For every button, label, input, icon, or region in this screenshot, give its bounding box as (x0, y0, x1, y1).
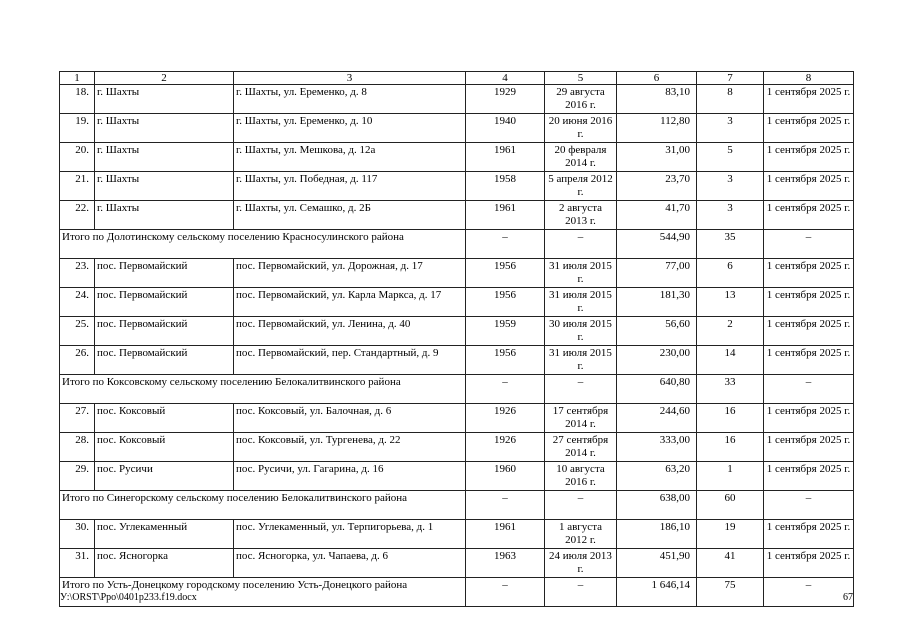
area-cell: 1 646,14 (617, 578, 697, 607)
area-cell: 451,90 (617, 549, 697, 578)
year-cell: – (466, 375, 545, 404)
area-cell: 31,00 (617, 143, 697, 172)
table-row (60, 520, 854, 549)
row-number-cell: 25. (60, 317, 95, 346)
year-cell: 1940 (466, 114, 545, 143)
locality-cell: пос. Первомайский (95, 259, 234, 288)
row-number-cell: 31. (60, 549, 95, 578)
page-number: 67 (843, 592, 853, 603)
count-cell: 16 (697, 404, 764, 433)
table-row (60, 433, 854, 462)
table-row (60, 462, 854, 491)
deadline-cell: 1 сентября 2025 г. (764, 172, 854, 201)
housing-table (59, 71, 854, 607)
area-cell: 56,60 (617, 317, 697, 346)
row-number-cell: 20. (60, 143, 95, 172)
deadline-cell: 1 сентября 2025 г. (764, 259, 854, 288)
address-cell: пос. Первомайский, ул. Ленина, д. 40 (234, 317, 466, 346)
area-cell: 112,80 (617, 114, 697, 143)
deadline-cell: – (764, 491, 854, 520)
date-cell: 31 июля 2015 г. (545, 288, 617, 317)
count-cell: 41 (697, 549, 764, 578)
address-cell: г. Шахты, ул. Еременко, д. 8 (234, 85, 466, 114)
year-cell: 1956 (466, 346, 545, 375)
locality-cell: пос. Первомайский (95, 346, 234, 375)
row-number-cell: 21. (60, 172, 95, 201)
table-row (60, 346, 854, 375)
table-total-row (60, 375, 854, 404)
year-cell: 1958 (466, 172, 545, 201)
table-row (60, 85, 854, 114)
deadline-cell: 1 сентября 2025 г. (764, 201, 854, 230)
locality-cell: г. Шахты (95, 143, 234, 172)
table-row (60, 114, 854, 143)
locality-cell: г. Шахты (95, 114, 234, 143)
area-cell: 333,00 (617, 433, 697, 462)
count-cell: 6 (697, 259, 764, 288)
area-cell: 77,00 (617, 259, 697, 288)
table-row (60, 404, 854, 433)
header-cell: 2 (95, 72, 234, 85)
area-cell: 230,00 (617, 346, 697, 375)
address-cell: пос. Первомайский, ул. Карла Маркса, д. 17 (234, 288, 466, 317)
address-cell: пос. Ясногорка, ул. Чапаева, д. 6 (234, 549, 466, 578)
count-cell: 8 (697, 85, 764, 114)
deadline-cell: 1 сентября 2025 г. (764, 143, 854, 172)
count-cell: 2 (697, 317, 764, 346)
table-row (60, 549, 854, 578)
address-cell: пос. Русичи, ул. Гагарина, д. 16 (234, 462, 466, 491)
date-cell: 17 сентября 2014 г. (545, 404, 617, 433)
header-cell: 8 (764, 72, 854, 85)
total-label-cell: Итого по Усть-Донецкому городскому поселению Усть-Донецкого района (60, 578, 466, 607)
header-cell: 4 (466, 72, 545, 85)
locality-cell: пос. Коксовый (95, 404, 234, 433)
count-cell: 75 (697, 578, 764, 607)
count-cell: 60 (697, 491, 764, 520)
year-cell: 1961 (466, 201, 545, 230)
count-cell: 35 (697, 230, 764, 259)
year-cell: 1961 (466, 143, 545, 172)
area-cell: 638,00 (617, 491, 697, 520)
header-cell: 1 (60, 72, 95, 85)
date-cell: – (545, 491, 617, 520)
locality-cell: пос. Первомайский (95, 317, 234, 346)
deadline-cell: 1 сентября 2025 г. (764, 317, 854, 346)
locality-cell: пос. Углекаменный (95, 520, 234, 549)
year-cell: – (466, 578, 545, 607)
date-cell: 2 августа 2013 г. (545, 201, 617, 230)
table-row (60, 143, 854, 172)
header-cell: 5 (545, 72, 617, 85)
area-cell: 640,80 (617, 375, 697, 404)
count-cell: 14 (697, 346, 764, 375)
year-cell: 1956 (466, 259, 545, 288)
address-cell: пос. Первомайский, пер. Стандартный, д. 9 (234, 346, 466, 375)
locality-cell: г. Шахты (95, 201, 234, 230)
deadline-cell: – (764, 375, 854, 404)
row-number-cell: 29. (60, 462, 95, 491)
row-number-cell: 18. (60, 85, 95, 114)
date-cell: 1 августа 2012 г. (545, 520, 617, 549)
date-cell: 31 июля 2015 г. (545, 346, 617, 375)
year-cell: 1926 (466, 433, 545, 462)
area-cell: 186,10 (617, 520, 697, 549)
date-cell: 27 сентября 2014 г. (545, 433, 617, 462)
locality-cell: пос. Ясногорка (95, 549, 234, 578)
date-cell: 5 апреля 2012 г. (545, 172, 617, 201)
count-cell: 19 (697, 520, 764, 549)
table-row (60, 317, 854, 346)
count-cell: 13 (697, 288, 764, 317)
deadline-cell: – (764, 578, 854, 607)
year-cell: 1959 (466, 317, 545, 346)
year-cell: – (466, 230, 545, 259)
table-row (60, 259, 854, 288)
row-number-cell: 27. (60, 404, 95, 433)
count-cell: 33 (697, 375, 764, 404)
file-path: У:\ORST\Ppo\0401p233.f19.docx (60, 592, 197, 603)
locality-cell: пос. Русичи (95, 462, 234, 491)
count-cell: 3 (697, 114, 764, 143)
address-cell: г. Шахты, ул. Еременко, д. 10 (234, 114, 466, 143)
row-number-cell: 24. (60, 288, 95, 317)
address-cell: г. Шахты, ул. Победная, д. 117 (234, 172, 466, 201)
year-cell: 1963 (466, 549, 545, 578)
date-cell: 30 июля 2015 г. (545, 317, 617, 346)
area-cell: 181,30 (617, 288, 697, 317)
deadline-cell: 1 сентября 2025 г. (764, 549, 854, 578)
count-cell: 3 (697, 172, 764, 201)
row-number-cell: 23. (60, 259, 95, 288)
locality-cell: пос. Первомайский (95, 288, 234, 317)
year-cell: 1956 (466, 288, 545, 317)
table-total-row (60, 491, 854, 520)
year-cell: – (466, 491, 545, 520)
address-cell: пос. Коксовый, ул. Балочная, д. 6 (234, 404, 466, 433)
area-cell: 83,10 (617, 85, 697, 114)
table-row (60, 172, 854, 201)
deadline-cell: 1 сентября 2025 г. (764, 462, 854, 491)
deadline-cell: – (764, 230, 854, 259)
year-cell: 1961 (466, 520, 545, 549)
area-cell: 41,70 (617, 201, 697, 230)
area-cell: 244,60 (617, 404, 697, 433)
deadline-cell: 1 сентября 2025 г. (764, 288, 854, 317)
year-cell: 1929 (466, 85, 545, 114)
address-cell: г. Шахты, ул. Семашко, д. 2Б (234, 201, 466, 230)
area-cell: 23,70 (617, 172, 697, 201)
row-number-cell: 30. (60, 520, 95, 549)
deadline-cell: 1 сентября 2025 г. (764, 520, 854, 549)
header-cell: 7 (697, 72, 764, 85)
row-number-cell: 26. (60, 346, 95, 375)
date-cell: 10 августа 2016 г. (545, 462, 617, 491)
locality-cell: г. Шахты (95, 85, 234, 114)
area-cell: 63,20 (617, 462, 697, 491)
header-cell: 3 (234, 72, 466, 85)
address-cell: г. Шахты, ул. Мешкова, д. 12а (234, 143, 466, 172)
table-row (60, 201, 854, 230)
deadline-cell: 1 сентября 2025 г. (764, 114, 854, 143)
row-number-cell: 28. (60, 433, 95, 462)
date-cell: – (545, 375, 617, 404)
year-cell: 1926 (466, 404, 545, 433)
row-number-cell: 22. (60, 201, 95, 230)
deadline-cell: 1 сентября 2025 г. (764, 404, 854, 433)
date-cell: 24 июля 2013 г. (545, 549, 617, 578)
table-header-row (60, 72, 854, 85)
area-cell: 544,90 (617, 230, 697, 259)
total-label-cell: Итого по Коксовскому сельскому поселению Белокалитвинского района (60, 375, 466, 404)
date-cell: 20 июня 2016 г. (545, 114, 617, 143)
deadline-cell: 1 сентября 2025 г. (764, 346, 854, 375)
total-label-cell: Итого по Долотинскому сельскому поселению Красносулинского района (60, 230, 466, 259)
total-label-cell: Итого по Синегорскому сельскому поселению Белокалитвинского района (60, 491, 466, 520)
count-cell: 5 (697, 143, 764, 172)
table-total-row (60, 230, 854, 259)
deadline-cell: 1 сентября 2025 г. (764, 433, 854, 462)
date-cell: – (545, 578, 617, 607)
count-cell: 3 (697, 201, 764, 230)
address-cell: пос. Первомайский, ул. Дорожная, д. 17 (234, 259, 466, 288)
year-cell: 1960 (466, 462, 545, 491)
locality-cell: г. Шахты (95, 172, 234, 201)
locality-cell: пос. Коксовый (95, 433, 234, 462)
deadline-cell: 1 сентября 2025 г. (764, 85, 854, 114)
count-cell: 1 (697, 462, 764, 491)
date-cell: 20 февраля 2014 г. (545, 143, 617, 172)
table-row (60, 288, 854, 317)
header-cell: 6 (617, 72, 697, 85)
row-number-cell: 19. (60, 114, 95, 143)
address-cell: пос. Коксовый, ул. Тургенева, д. 22 (234, 433, 466, 462)
count-cell: 16 (697, 433, 764, 462)
address-cell: пос. Углекаменный, ул. Терпигорьева, д. 1 (234, 520, 466, 549)
date-cell: – (545, 230, 617, 259)
date-cell: 31 июля 2015 г. (545, 259, 617, 288)
date-cell: 29 августа 2016 г. (545, 85, 617, 114)
